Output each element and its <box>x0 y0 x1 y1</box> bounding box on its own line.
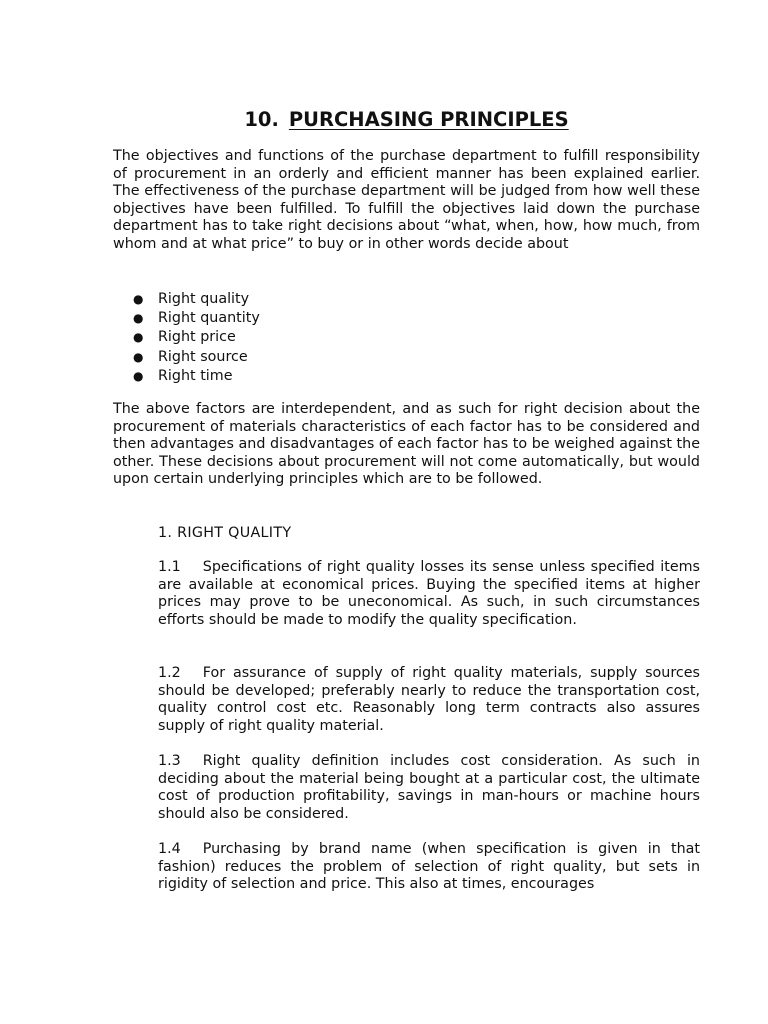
bullet-icon: ● <box>133 311 144 326</box>
bullet-icon: ● <box>133 292 144 306</box>
subsection-1-2 <box>158 665 700 735</box>
subsection-1-4 <box>158 841 700 894</box>
list-item-text: Right time <box>158 367 233 384</box>
decision-factors-list <box>113 290 260 386</box>
list-item <box>113 328 260 347</box>
list-item <box>113 348 260 367</box>
list-item <box>113 290 260 309</box>
intro-paragraph: The objectives and functions of the purchase department to fulfill responsibility of procurement in an orderly and efficient manner has been explained earlier. The effectiveness of the purchase department will be judged from how well these objectives have been fulfilled. To fulfill the objectives laid down the purchase department has to take right decisions about “what, when, how, how much, from whom and at what price” to buy or in other words decide about <box>113 148 700 252</box>
chapter-number: 10. <box>244 108 279 131</box>
section-heading-right-quality: 1. RIGHT QUALITY <box>158 525 292 541</box>
subsection-number: 1.1 <box>158 559 181 575</box>
list-item-text: Right source <box>158 348 248 365</box>
bullet-icon: ● <box>133 330 144 345</box>
subsection-text: Purchasing by brand name (when specification is given in that fashion) reduces the problem of selection of right quality, but sets in rigidity of selection and price. This also at times, encourages <box>158 841 700 893</box>
chapter-title <box>113 106 700 134</box>
list-item-text: Right price <box>158 329 236 346</box>
subsection-number: 1.2 <box>158 665 181 681</box>
second-paragraph: The above factors are interdependent, and as such for right decision about the procurement of materials characteristics of each factor has to be considered and then advantages and disadvantages of each factor has to be weighed against the other. These decisions about procurement will not come automatically, but would upon certain underlying principles which are to be followed. <box>113 401 700 488</box>
list-item <box>113 367 260 386</box>
subsection-1-1 <box>158 559 700 629</box>
bullet-icon: ● <box>133 368 144 383</box>
chapter-title-text: PURCHASING PRINCIPLES <box>288 108 569 131</box>
subsection-1-3 <box>158 753 700 823</box>
subsection-text: For assurance of supply of right quality materials, supply sources should be developed; preferably nearly to reduce the transportation cost, quality control cost etc. Reasonably long term contracts also assures supply of right quality material. <box>158 665 700 734</box>
subsection-number: 1.3 <box>158 753 181 769</box>
list-item <box>113 309 260 328</box>
subsection-text: Right quality definition includes cost consideration. As such in deciding about the material being bought at a particular cost, the ultimate cost of production profitability, savings in man-hours or machine hours should also be considered. <box>158 753 700 822</box>
list-item-text: Right quality <box>158 291 250 307</box>
list-item-text: Right quantity <box>158 310 260 327</box>
bullet-icon: ● <box>133 349 144 364</box>
subsection-number: 1.4 <box>158 841 181 857</box>
subsection-text: Specifications of right quality losses its sense unless specified items are available at economical prices. Buying the specified items at higher prices may prove to be uneconomical. As such, in such circumstances efforts should be made to modify the quality specification. <box>158 559 700 628</box>
